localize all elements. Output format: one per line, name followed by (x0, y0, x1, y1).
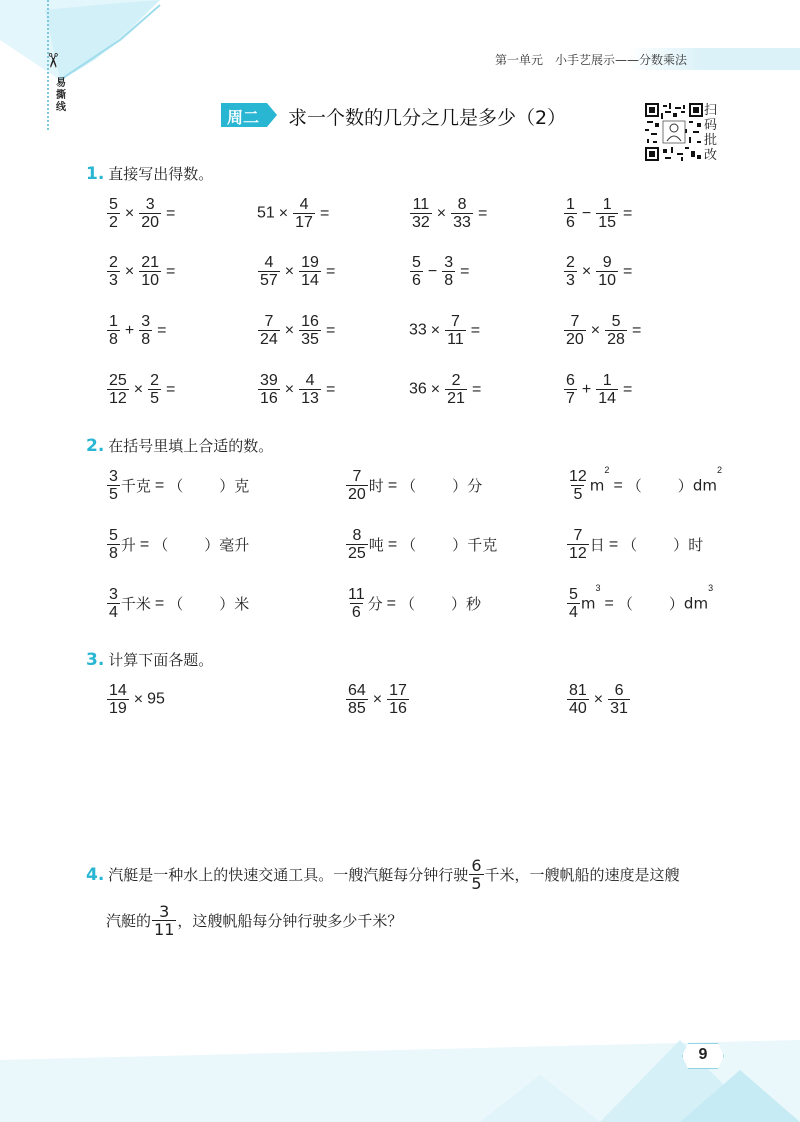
numerator: 81 (569, 682, 587, 699)
fraction (139, 313, 152, 348)
calc-problem (106, 254, 179, 289)
numerator: 9 (602, 254, 612, 271)
operator: × (590, 321, 601, 339)
operator: = (325, 321, 336, 339)
denominator: 14 (301, 272, 319, 289)
open-paren: （ (168, 596, 184, 613)
unit-from: m (589, 476, 605, 495)
unit-from: 日 (589, 536, 605, 554)
whole-number: 33 (409, 321, 427, 339)
fraction (148, 372, 161, 407)
close-paren: ） (452, 478, 468, 495)
numerator: 2 (451, 372, 461, 389)
unit-to: 毫升 (219, 536, 250, 554)
unit-conversion-problem (345, 468, 482, 503)
unit-title: 第一单元 小手艺展示——分数乘法 (495, 53, 688, 67)
unit-from: m (580, 594, 596, 613)
numerator: 14 (109, 682, 127, 699)
open-paren: （ (401, 537, 417, 554)
numerator: 3 (145, 196, 155, 213)
numerator: 3 (444, 254, 454, 271)
open-paren: （ (168, 478, 184, 495)
fraction (258, 254, 280, 289)
numerator: 5 (412, 254, 421, 271)
denominator: 24 (260, 331, 278, 348)
numerator: 7 (352, 468, 362, 485)
numerator: 2 (150, 372, 160, 389)
tear-line-label: 易撕线 (56, 78, 66, 113)
operator: = (325, 380, 336, 398)
fraction (564, 313, 586, 348)
fraction (107, 254, 120, 289)
operator: − (427, 262, 438, 280)
calc-problem (106, 682, 165, 717)
operator: = (387, 476, 398, 494)
denominator: 10 (141, 272, 160, 289)
denominator: 40 (569, 700, 587, 717)
unit-conversion-problem (345, 527, 497, 562)
close-paren: ） (204, 537, 220, 554)
fraction (442, 254, 455, 289)
numerator: 6 (614, 682, 624, 699)
problem-text: 汽艇的 (106, 912, 152, 930)
fraction (346, 682, 368, 717)
fraction (107, 372, 129, 407)
unit-exponent: 3 (595, 583, 601, 593)
operator: = (623, 204, 633, 222)
page-title: 求一个数的几分之几是多少（2） (288, 107, 567, 129)
unit-from: 千克 (120, 477, 151, 495)
close-paren: ） (450, 596, 466, 613)
section-label: 直接写出得数。 (108, 165, 214, 183)
fraction (451, 196, 473, 231)
unit-to: 米 (234, 595, 250, 613)
unit-conversion-problem (345, 586, 481, 621)
numerator: 3 (159, 902, 170, 921)
unit-to: 克 (234, 477, 250, 495)
open-paren: （ (617, 596, 633, 613)
numerator: 5 (109, 196, 118, 213)
operator: × (372, 690, 383, 708)
calc-problem (409, 254, 474, 289)
section-2-heading (86, 435, 273, 456)
unit-exponent: 2 (716, 465, 722, 475)
numerator: 11 (348, 586, 365, 603)
denominator: 8 (109, 331, 118, 348)
unit-from: 升 (120, 536, 136, 554)
fraction (410, 254, 423, 289)
numerator: 7 (570, 313, 580, 330)
problem-text: 汽艇是一种水上的快速交通工具。一艘汽艇每分钟行驶 (108, 866, 469, 884)
word-problem-line-1 (86, 857, 680, 892)
fraction (567, 468, 589, 503)
denominator: 16 (260, 390, 278, 407)
qr-label: 扫码批改 (704, 103, 718, 163)
close-paren: ） (452, 537, 468, 554)
numerator: 7 (264, 313, 274, 330)
operator: = (166, 262, 176, 280)
fraction (469, 857, 483, 892)
close-paren: ） (668, 596, 684, 613)
section-number: 3. (86, 650, 105, 670)
fraction (445, 313, 466, 348)
fraction (564, 372, 577, 407)
operator: × (124, 262, 135, 280)
numerator: 3 (109, 468, 118, 485)
operator: × (284, 321, 295, 339)
numerator: 5 (109, 527, 118, 544)
calc-problem (257, 196, 333, 231)
section-label: 在括号里填上合适的数。 (108, 437, 274, 455)
unit-to: dm (683, 594, 709, 613)
operator: = (319, 204, 330, 222)
numerator: 6 (566, 372, 575, 389)
calc-problem (257, 254, 339, 289)
numerator: 7 (573, 527, 583, 544)
calc-problem (106, 313, 171, 348)
section-1-heading (86, 163, 213, 184)
denominator: 13 (301, 390, 319, 407)
denominator: 4 (109, 604, 118, 621)
numerator: 8 (457, 196, 467, 213)
denominator: 20 (141, 214, 160, 231)
section-label: 计算下面各题。 (108, 651, 214, 669)
operator: = (608, 535, 619, 553)
fraction (567, 527, 589, 562)
operator: = (623, 380, 633, 398)
numerator: 1 (109, 313, 118, 330)
denominator: 5 (471, 874, 482, 893)
operator: = (604, 594, 614, 612)
denominator: 6 (351, 604, 361, 621)
numerator: 4 (299, 196, 309, 213)
unit-exponent: 3 (708, 583, 714, 593)
unit-from: 吨 (368, 536, 384, 554)
fraction (152, 903, 176, 938)
open-paren: （ (401, 478, 417, 495)
numerator: 21 (141, 254, 160, 271)
open-paren: （ (622, 537, 638, 554)
denominator: 4 (569, 604, 578, 621)
operator: = (157, 321, 167, 339)
numerator: 2 (566, 254, 575, 271)
operator: + (581, 380, 592, 398)
operator: × (436, 204, 447, 222)
denominator: 6 (412, 272, 421, 289)
operator: = (460, 262, 470, 280)
fraction (258, 313, 280, 348)
denominator: 8 (141, 331, 151, 348)
whole-number: 36 (409, 380, 427, 398)
open-paren: （ (626, 478, 642, 495)
operator: × (133, 690, 144, 708)
fraction (107, 313, 120, 348)
numerator: 1 (602, 196, 612, 213)
unit-to: 时 (688, 536, 704, 554)
calc-problem (409, 313, 484, 348)
numerator: 17 (389, 682, 407, 699)
denominator: 3 (109, 272, 118, 289)
fraction (605, 313, 627, 348)
operator: × (124, 204, 135, 222)
denominator: 3 (566, 272, 575, 289)
word-problem-line-2 (106, 903, 402, 938)
operator: = (139, 535, 150, 553)
denominator: 57 (260, 272, 278, 289)
operator: = (387, 535, 398, 553)
fraction (299, 254, 321, 289)
unit-exponent: 2 (604, 465, 610, 475)
numerator: 19 (301, 254, 319, 271)
denominator: 35 (301, 331, 319, 348)
whole-number: 51 (257, 204, 275, 222)
denominator: 19 (109, 700, 127, 717)
denominator: 10 (598, 272, 617, 289)
denominator: 12 (569, 545, 587, 562)
open-paren: （ (399, 596, 415, 613)
operator: × (278, 204, 289, 222)
denominator: 17 (295, 214, 313, 231)
operator: × (430, 321, 441, 339)
operator: = (166, 204, 176, 222)
denominator: 5 (573, 486, 583, 503)
denominator: 7 (566, 390, 575, 407)
numerator: 8 (352, 527, 362, 544)
unit-to: 千克 (467, 536, 498, 554)
numerator: 11 (412, 196, 430, 213)
operator: = (631, 321, 642, 339)
calc-problem (409, 372, 485, 407)
close-paren: ） (677, 478, 693, 495)
numerator: 2 (109, 254, 118, 271)
calc-problem (563, 196, 636, 231)
problem-text: 千米，一艘帆船的速度是这艘 (484, 866, 680, 884)
fraction (107, 196, 120, 231)
operator: = (325, 262, 336, 280)
fraction (258, 372, 280, 407)
numerator: 12 (569, 468, 587, 485)
operator: × (581, 262, 592, 280)
denominator: 32 (412, 214, 430, 231)
unit-conversion-problem (566, 465, 722, 503)
calc-problem (563, 313, 645, 348)
operator: = (470, 321, 481, 339)
denominator: 11 (154, 920, 175, 939)
unit-conversion-problem (566, 527, 703, 562)
close-paren: ） (219, 478, 235, 495)
operator: × (430, 380, 441, 398)
denominator: 2 (109, 214, 118, 231)
fraction (346, 586, 367, 621)
operator: × (133, 380, 144, 398)
denominator: 25 (348, 545, 366, 562)
operator: − (581, 204, 592, 222)
close-paren: ） (673, 537, 689, 554)
fraction (567, 682, 589, 717)
denominator: 11 (447, 331, 464, 348)
section-number: 2. (86, 436, 105, 456)
fraction (596, 254, 618, 289)
problem-text: ，这艘帆船每分钟行驶多少千米？ (177, 912, 403, 930)
fraction (346, 527, 368, 562)
calc-problem (106, 372, 179, 407)
fraction (293, 196, 315, 231)
denominator: 20 (566, 331, 584, 348)
calc-problem (257, 313, 339, 348)
operator: = (386, 594, 396, 612)
page-number: 9 (698, 1046, 708, 1063)
denominator: 12 (109, 390, 127, 407)
denominator: 20 (348, 486, 366, 503)
operator: + (124, 321, 135, 339)
denominator: 31 (610, 700, 628, 717)
calc-problem (106, 196, 179, 231)
denominator: 21 (447, 390, 465, 407)
section-number: 1. (86, 164, 105, 184)
numerator: 25 (109, 372, 127, 389)
section-3-heading (86, 649, 213, 670)
numerator: 39 (260, 372, 278, 389)
fraction (139, 196, 161, 231)
unit-from: 千米 (120, 595, 151, 613)
calc-problem (563, 254, 636, 289)
operator: = (613, 476, 623, 494)
numerator: 64 (348, 682, 366, 699)
scissors-icon: ✂ (40, 52, 63, 69)
numerator: 6 (471, 856, 482, 875)
fraction (299, 313, 321, 348)
denominator: 16 (389, 700, 407, 717)
fraction (608, 682, 630, 717)
numerator: 3 (109, 586, 118, 603)
denominator: 8 (444, 272, 454, 289)
denominator: 6 (566, 214, 575, 231)
unit-from: 分 (367, 595, 383, 613)
section-number: 4. (86, 864, 105, 885)
calc-problem (345, 682, 410, 717)
qr-code[interactable] (645, 103, 703, 161)
calc-problem (563, 372, 636, 407)
operator: = (471, 380, 482, 398)
numerator: 4 (264, 254, 274, 271)
calc-problem (257, 372, 339, 407)
operator: × (593, 690, 604, 708)
unit-conversion-problem (106, 468, 249, 503)
unit-to: 秒 (466, 595, 482, 613)
denominator: 33 (453, 214, 471, 231)
calc-problem (566, 682, 631, 717)
whole-number: 95 (147, 690, 165, 708)
unit-to: dm (692, 476, 717, 495)
calc-problem (409, 196, 491, 231)
numerator: 4 (305, 372, 315, 389)
open-paren: （ (153, 537, 169, 554)
fraction (346, 468, 368, 503)
numerator: 16 (301, 313, 319, 330)
operator: = (623, 262, 633, 280)
operator: = (166, 380, 176, 398)
denominator: 5 (150, 390, 160, 407)
denominator: 5 (109, 486, 118, 503)
fraction (299, 372, 321, 407)
fraction (139, 254, 161, 289)
operator: = (154, 594, 165, 612)
numerator: 5 (569, 586, 578, 603)
fraction (564, 196, 577, 231)
operator: = (154, 476, 165, 494)
fraction (567, 586, 580, 621)
day-badge-label: 周二 (227, 108, 260, 127)
numerator: 1 (602, 372, 612, 389)
unit-conversion-problem (106, 586, 249, 621)
denominator: 15 (598, 214, 617, 231)
unit-to: 分 (467, 477, 483, 495)
operator: × (284, 380, 295, 398)
denominator: 14 (598, 390, 617, 407)
fraction (107, 682, 129, 717)
fraction (107, 468, 120, 503)
numerator: 1 (566, 196, 575, 213)
unit-conversion-problem (106, 527, 249, 562)
fraction (410, 196, 432, 231)
operator: = (477, 204, 488, 222)
fraction (387, 682, 409, 717)
fraction (445, 372, 467, 407)
fraction (107, 586, 120, 621)
numerator: 3 (141, 313, 151, 330)
close-paren: ） (219, 596, 235, 613)
denominator: 28 (607, 331, 625, 348)
numerator: 5 (611, 313, 621, 330)
unit-from: 时 (368, 477, 384, 495)
fraction (596, 196, 618, 231)
fraction (596, 372, 618, 407)
denominator: 8 (109, 545, 118, 562)
fraction (107, 527, 120, 562)
operator: × (284, 262, 295, 280)
numerator: 7 (450, 313, 460, 330)
denominator: 85 (348, 700, 366, 717)
unit-conversion-problem (566, 583, 714, 621)
fraction (564, 254, 577, 289)
